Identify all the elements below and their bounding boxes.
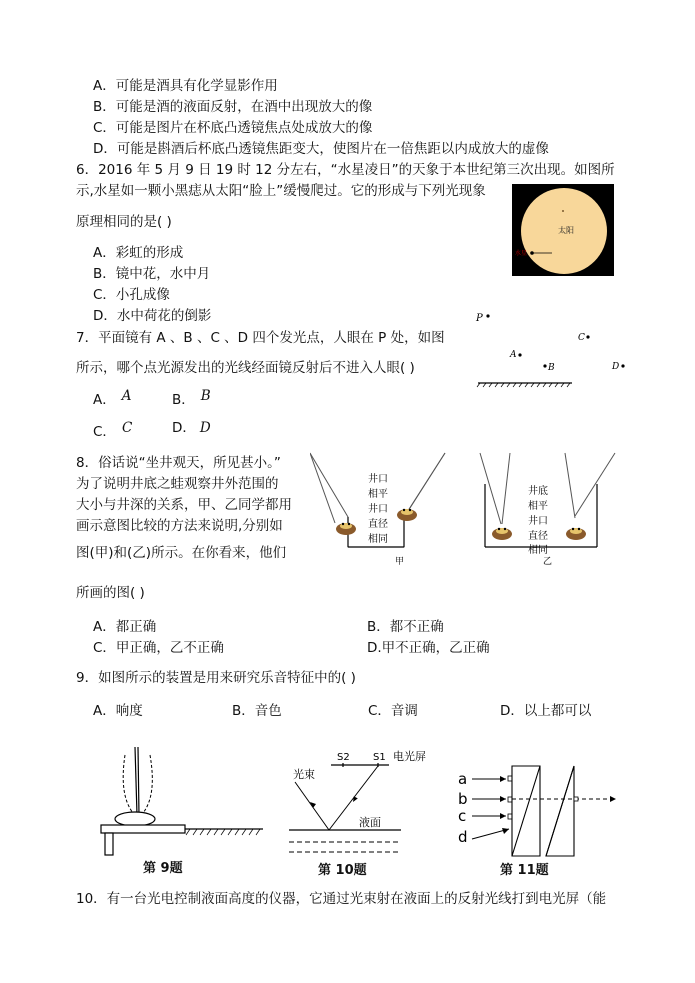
diagram-jia: [310, 453, 445, 567]
q6-stem-line2: 示,水星如一颗小黑痣从太阳“脸上”缓慢爬过。它的形成与下列光现象: [76, 183, 486, 199]
yi-frog-left: [492, 528, 512, 540]
q8-option-b: B．都不正确: [367, 619, 444, 635]
jia-text-4: 直径: [368, 519, 388, 530]
q6-stem-line3: 原理相同的是( ): [76, 214, 172, 230]
point-d-label: D: [612, 362, 620, 372]
jia-sight-line-right: [410, 453, 445, 508]
q9-stem: 9．如图所示的装置是用来研究乐音特征中的( ): [76, 670, 356, 686]
yi-sight-line-right: [575, 453, 615, 516]
q7-option-d-prefix: D．: [172, 420, 196, 436]
q7-stem-line1: 7．平面镜有 A 、B 、C 、D 四个发光点，人眼在 P 处，如图: [76, 330, 445, 346]
q5-option-b: B．可能是酒的液面反射，在酒中出现放大的像: [93, 99, 373, 115]
prism-right-diagonal: [546, 766, 574, 856]
exit-slit: [574, 797, 578, 801]
q7-option-c-value: C: [121, 420, 133, 436]
q9-option-d: D．以上都可以: [500, 703, 592, 719]
q5-option-a: A．可能是酒具有化学显影作用: [93, 78, 278, 94]
vibrating-strip-edge: [138, 747, 139, 815]
figure-10-apparatus: [285, 746, 435, 858]
label-yi: 乙: [543, 557, 553, 567]
figure-11-apparatus: [454, 764, 624, 860]
jia-text-3: 井口: [368, 504, 388, 515]
jia-text-1: 井口: [368, 474, 388, 485]
label-jia: 甲: [395, 557, 405, 567]
vibrating-strip: [135, 747, 137, 815]
q7-stem-line2: 所示，哪个点光源发出的光线经面镜反射后不进入人眼( ): [76, 360, 415, 376]
q7-option-c-prefix: C．: [93, 424, 116, 440]
jia-view-cone-left: [310, 453, 404, 547]
optical-axis-arrow: [610, 796, 616, 802]
table-hatching: [186, 829, 260, 835]
q7-option-d-value: D: [199, 420, 211, 436]
q10-stem-line1: 10．有一台光电控制液面高度的仪器，它通过光束射在液面上的反射光线打到电光屏（能: [76, 891, 607, 907]
slit-c: [508, 814, 512, 819]
caption-figure-9: 第 9题: [143, 861, 183, 876]
q8-stem-line5: 图(甲)和(乙)所示。在你看来，他们: [76, 545, 287, 561]
prism-left-diagonal: [512, 766, 540, 856]
point-c-label: C: [578, 333, 585, 343]
table-top: [101, 825, 185, 833]
q8-option-c: C．甲正确，乙不正确: [93, 640, 224, 656]
yi-text-1: 井底: [528, 486, 548, 497]
q6-stem-line1: 6．2016 年 5 月 9 日 19 时 12 分左右，“水星凌日”的天象于本世纪第三次出现。如图所: [76, 162, 615, 178]
slit-b: [508, 797, 512, 802]
frog-well-figure: [310, 448, 626, 572]
q6-option-a: A．彩虹的形成: [93, 245, 184, 261]
yi-sight-line-left: [480, 453, 501, 524]
jia-text-2: 相平: [368, 489, 388, 500]
caption-figure-11: 第 11题: [500, 863, 549, 878]
vibration-left-dash: [123, 755, 133, 813]
yi-frog-right: [566, 528, 586, 540]
q8-stem-line1: 8．俗话说“坐井观天，所见甚小。”: [76, 455, 281, 471]
q8-stem-line3: 大小与井深的关系，甲、乙同学都用: [76, 497, 292, 513]
q8-option-d: D.甲不正确，乙正确: [367, 640, 490, 656]
ray-d-arrow: [502, 828, 509, 834]
q7-option-a-prefix: A．: [93, 392, 116, 408]
point-c: [586, 335, 589, 338]
q8-stem-line6: 所画的图( ): [76, 585, 145, 601]
q7-option-a-value: A: [121, 388, 132, 404]
sun-label: 太阳: [558, 226, 574, 235]
ray-b-label: b: [458, 790, 468, 808]
jia-frog-left: [336, 523, 356, 535]
ray-d-label: d: [458, 828, 468, 846]
label-s1: S1: [373, 752, 386, 763]
jia-text-5: 相同: [368, 534, 388, 545]
point-d: [621, 364, 624, 367]
sun-transit-figure: [512, 184, 614, 276]
q6-option-b: B．镜中花，水中月: [93, 266, 211, 282]
label-liquid: 液面: [359, 816, 381, 829]
q6-option-c: C．小孔成像: [93, 287, 170, 303]
yi-sight-line-inner-left: [502, 453, 510, 524]
slit-a: [508, 776, 512, 781]
point-p: [486, 314, 489, 317]
q7-option-b: [172, 388, 211, 409]
label-screen: 电光屏: [393, 750, 426, 763]
label-beam: 光束: [293, 768, 315, 781]
yi-text-3: 井口: [528, 516, 548, 527]
vibration-right-dash: [143, 755, 152, 813]
point-a: [518, 353, 521, 356]
figure-9-apparatus: [95, 745, 265, 863]
ray-c-label: c: [458, 807, 467, 825]
q7-option-b-value: B: [200, 388, 211, 404]
yi-sight-line-inner-right: [565, 453, 575, 518]
mirror-hatching: [477, 383, 570, 387]
point-b-label: B: [548, 363, 555, 373]
q9-option-b: B．音色: [232, 703, 282, 719]
q9-option-a: A．响度: [93, 703, 143, 719]
ray-a-arrow: [500, 776, 506, 782]
yi-text-2: 相平: [528, 501, 548, 512]
q5-option-d: D．可能是斟酒后杯底凸透镜焦距变大，使图片在一倍焦距以内成放大的虚像: [93, 141, 549, 157]
ray-a-label: a: [458, 770, 468, 788]
clamp-disc: [115, 812, 155, 826]
ray-c-arrow: [500, 813, 506, 819]
point-p-label: P: [476, 313, 483, 324]
sunspot: [562, 210, 564, 212]
q8-option-a: A．都正确: [93, 619, 157, 635]
point-b: [543, 364, 546, 367]
q7-option-d: [172, 419, 211, 437]
label-s2: S2: [337, 752, 350, 763]
clamp-leg: [105, 833, 113, 855]
q5-option-c: C．可能是图片在杯底凸透镜焦点处成放大的像: [93, 120, 373, 136]
yi-text-5: 相同: [528, 545, 548, 556]
q7-option-b-prefix: B．: [172, 392, 195, 408]
q8-stem-line4: 画示意图比较的方法来说明,分别如: [76, 518, 283, 534]
jia-frog-right: [397, 509, 417, 521]
q6-option-d: D．水中荷花的倒影: [93, 308, 212, 324]
q7-option-c: [93, 420, 133, 441]
q8-stem-line2: 为了说明井底之蛙观察井外范围的: [76, 476, 279, 492]
q9-option-c: C．音调: [368, 703, 418, 719]
mercury-label: 水星: [515, 250, 528, 257]
point-a-label: A: [510, 350, 517, 360]
diagram-yi: [480, 453, 615, 567]
q7-option-a: [93, 388, 132, 409]
yi-text-4: 直径: [528, 531, 548, 542]
mirror-points-figure: [470, 306, 630, 392]
ray-b-arrow: [500, 796, 506, 802]
caption-figure-10: 第 10题: [318, 863, 367, 878]
